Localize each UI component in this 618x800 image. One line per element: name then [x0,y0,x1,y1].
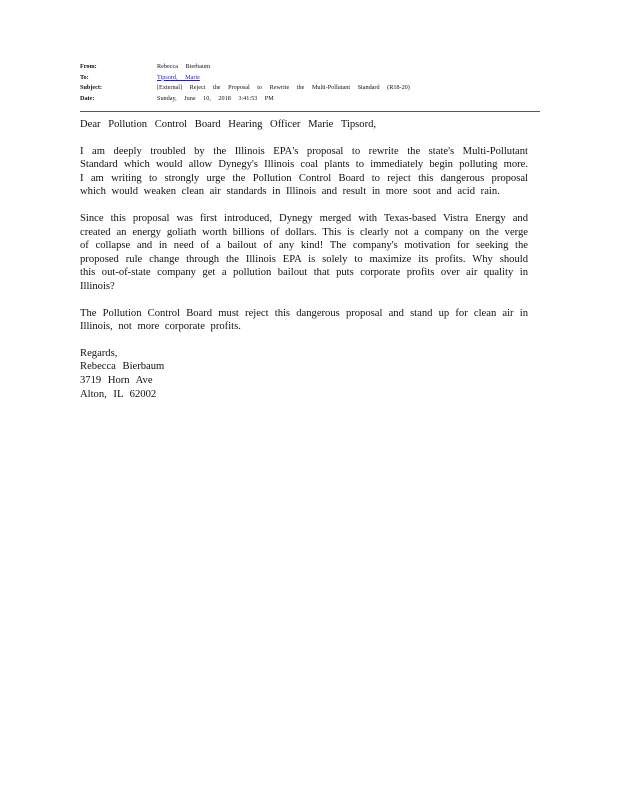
date-value: Sunday, June 10, 2018 3:41:53 PM [157,94,274,102]
subject-value: [External] Reject the Proposal to Rewrite the Multi-Pollutant Standard (R18-20) [157,84,410,91]
to-recipient-link[interactable]: Tipsord, Marie [157,73,200,81]
from-value: Rebecca Bierbaum [157,63,210,70]
email-header [80,62,540,104]
signature-address-line2: Alton, IL 62002 [80,388,157,400]
to-row [80,73,540,84]
paragraph-2: Since this proposal was first introduced, Dynegy merged with Texas-based Vistra Energy and created an energy goliath worth billions of dollars. This is clearly not a company on the verge of collapse and in need of a bailout of any kind! The company's motivation for seeking the proposed rule change through the Illinois EPA is solely to maximize its profits. Why should this out-of-state company get a pollution bailout that puts corporate profits over air quality in Illinois? [80,212,528,292]
paragraph-1: I am deeply troubled by the Illinois EPA's proposal to rewrite the state's Multi-Pollutant Standard which would allow Dynegy's Illinois coal plants to immediately begin polluting more. I am writing to strongly urge the Pollution Control Board to reject this dangerous proposal which would weaken clean air standards in Illinois and result in more soot and acid rain. [80,145,528,198]
from-label: From: [80,63,97,70]
to-label: To: [80,73,89,81]
subject-row [80,83,540,94]
paragraph-3: The Pollution Control Board must reject this dangerous proposal and stand up for clean air in Illinois, not more corporate profits. [80,307,528,333]
email-body [80,118,528,401]
signature-address-line1: 3719 Horn Ave [80,374,153,386]
header-divider [80,111,540,112]
date-label: Date: [80,94,95,102]
signature-name: Rebecca Bierbaum [80,361,165,373]
subject-label: Subject: [80,84,102,91]
date-row [80,94,540,105]
from-row [80,62,540,73]
signature-block [80,347,528,401]
closing: Regards, [80,347,118,359]
salutation: Dear Pollution Control Board Hearing Officer Marie Tipsord, [80,119,377,130]
